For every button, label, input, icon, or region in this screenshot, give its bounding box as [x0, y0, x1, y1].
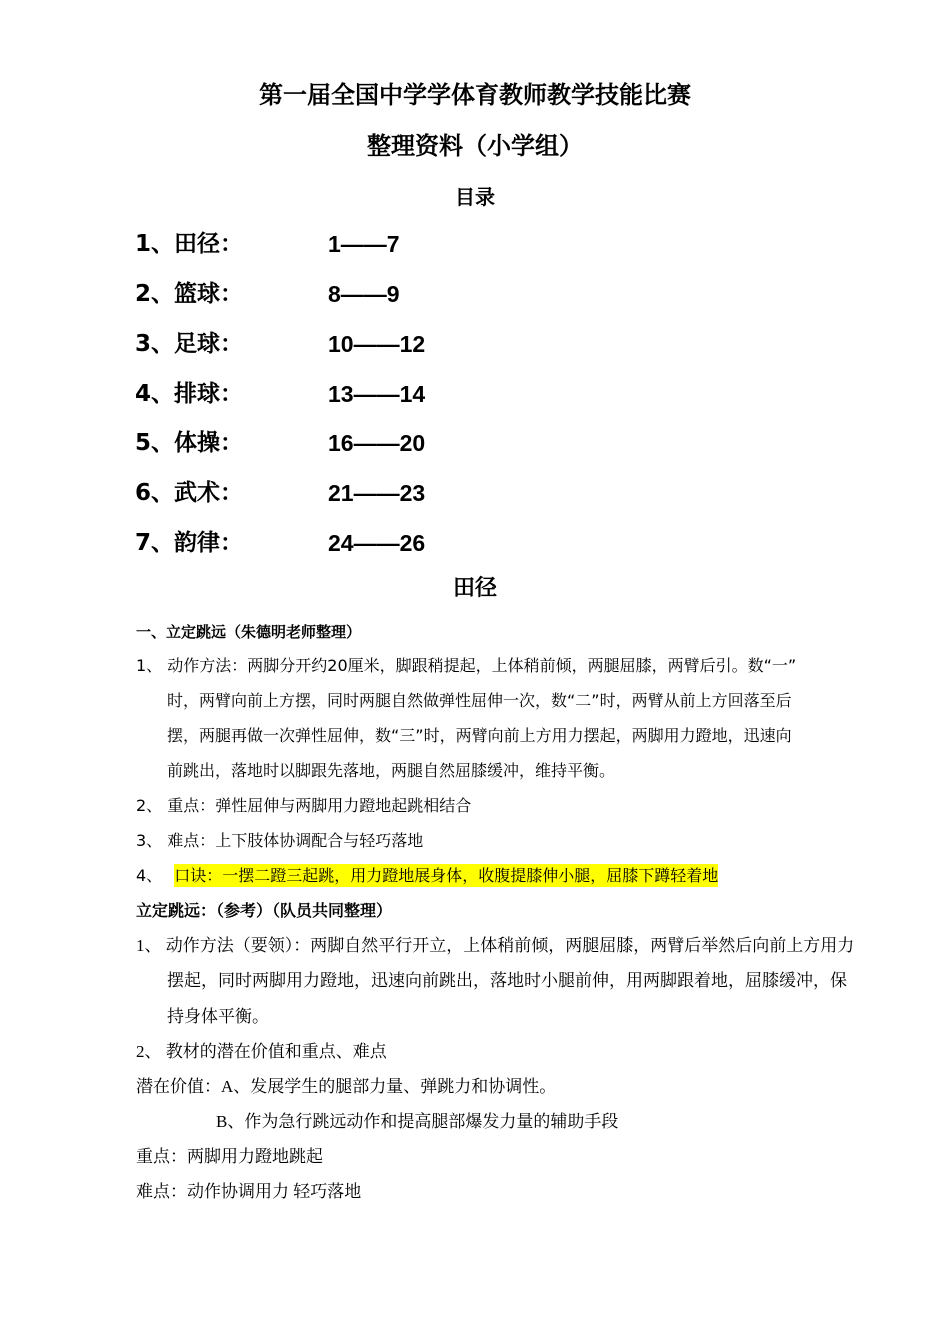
- toc-item-pages: 24——26: [328, 530, 426, 556]
- toc-heading: 目录: [455, 185, 495, 209]
- document-subtitle: 整理资料（小学组）: [367, 132, 583, 160]
- difficulty-line: 3、 难点：上下肢体协调配合与轻巧落地: [136, 831, 424, 850]
- toc-item-pages: 1——7: [328, 231, 400, 257]
- sub-heading-reference: 立定跳远：（参考）（队员共同整理）: [136, 901, 393, 920]
- value-line-b: B、作为急行跳远动作和提高腿部爆发力量的辅助手段: [216, 1112, 619, 1131]
- toc-item-label: 6、武术：: [135, 480, 244, 506]
- paragraph-line: 1、 动作方法：两脚分开约20厘米，脚跟稍提起，上体稍前倾，两腿屈膝，两臂后引。数“一”: [136, 656, 797, 675]
- toc-item-label: 7、韵律：: [135, 530, 244, 556]
- key-point-line: 重点：两脚用力蹬地跳起: [136, 1147, 323, 1166]
- paragraph-line: 前跳出，落地时以脚跟先落地，两腿自然屈膝缓冲，维持平衡。: [167, 761, 616, 780]
- toc-item-label: 5、体操：: [135, 430, 244, 456]
- toc-item-pages: 21——23: [328, 480, 426, 506]
- mnemonic-line: [136, 865, 718, 887]
- mnemonic-number: 4、: [136, 866, 163, 885]
- paragraph-line: 摆起，同时两脚用力蹬地，迅速向前跳出，落地时小腿前伸，用两脚跟着地，屈膝缓冲，保: [167, 971, 847, 990]
- value-line-a: 潜在价值：A、发展学生的腿部力量、弹跳力和协调性。: [136, 1077, 557, 1096]
- toc-item-label: 3、足球：: [135, 331, 244, 357]
- sub-heading-standing-long-jump: 一、立定跳远（朱德明老师整理）: [136, 623, 362, 641]
- toc-item-label: 1、田径：: [135, 231, 244, 257]
- paragraph-line: 时，两臂向前上方摆，同时两腿自然做弹性屈伸一次，数“二”时，两臂从前上方回落至后: [167, 691, 792, 710]
- section-heading-track-field: 田径: [452, 576, 497, 601]
- paragraph-line: 2、 教材的潜在价值和重点、难点: [136, 1042, 387, 1061]
- paragraph-line: 1、 动作方法（要领）：两脚自然平行开立，上体稍前倾，两腿屈膝，两臂后举然后向前上方用力: [136, 936, 855, 955]
- toc-item-pages: 10——12: [328, 331, 426, 357]
- toc-item-label: 2、篮球：: [135, 281, 244, 307]
- toc-item-pages: 8——9: [328, 281, 400, 307]
- paragraph-line: 摆，两腿再做一次弹性屈伸，数“三”时，两臂向前上方用力摆起，两脚用力蹬地，迅速向: [167, 726, 792, 745]
- toc-item-label: 4、排球：: [135, 381, 244, 407]
- mnemonic-highlight: 口诀：一摆二蹬三起跳，用力蹬地展身体，收腹提膝伸小腿，屈膝下蹲轻着地: [174, 866, 719, 885]
- key-point-line: 2、 重点：弹性屈伸与两脚用力蹬地起跳相结合: [136, 796, 472, 815]
- toc-item-pages: 13——14: [328, 381, 426, 407]
- document-title: 第一届全国中学学体育教师教学技能比赛: [259, 81, 691, 109]
- toc-item-pages: 16——20: [328, 430, 426, 456]
- paragraph-line: 持身体平衡。: [167, 1007, 269, 1026]
- difficulty-line: 难点：动作协调用力 轻巧落地: [136, 1182, 362, 1201]
